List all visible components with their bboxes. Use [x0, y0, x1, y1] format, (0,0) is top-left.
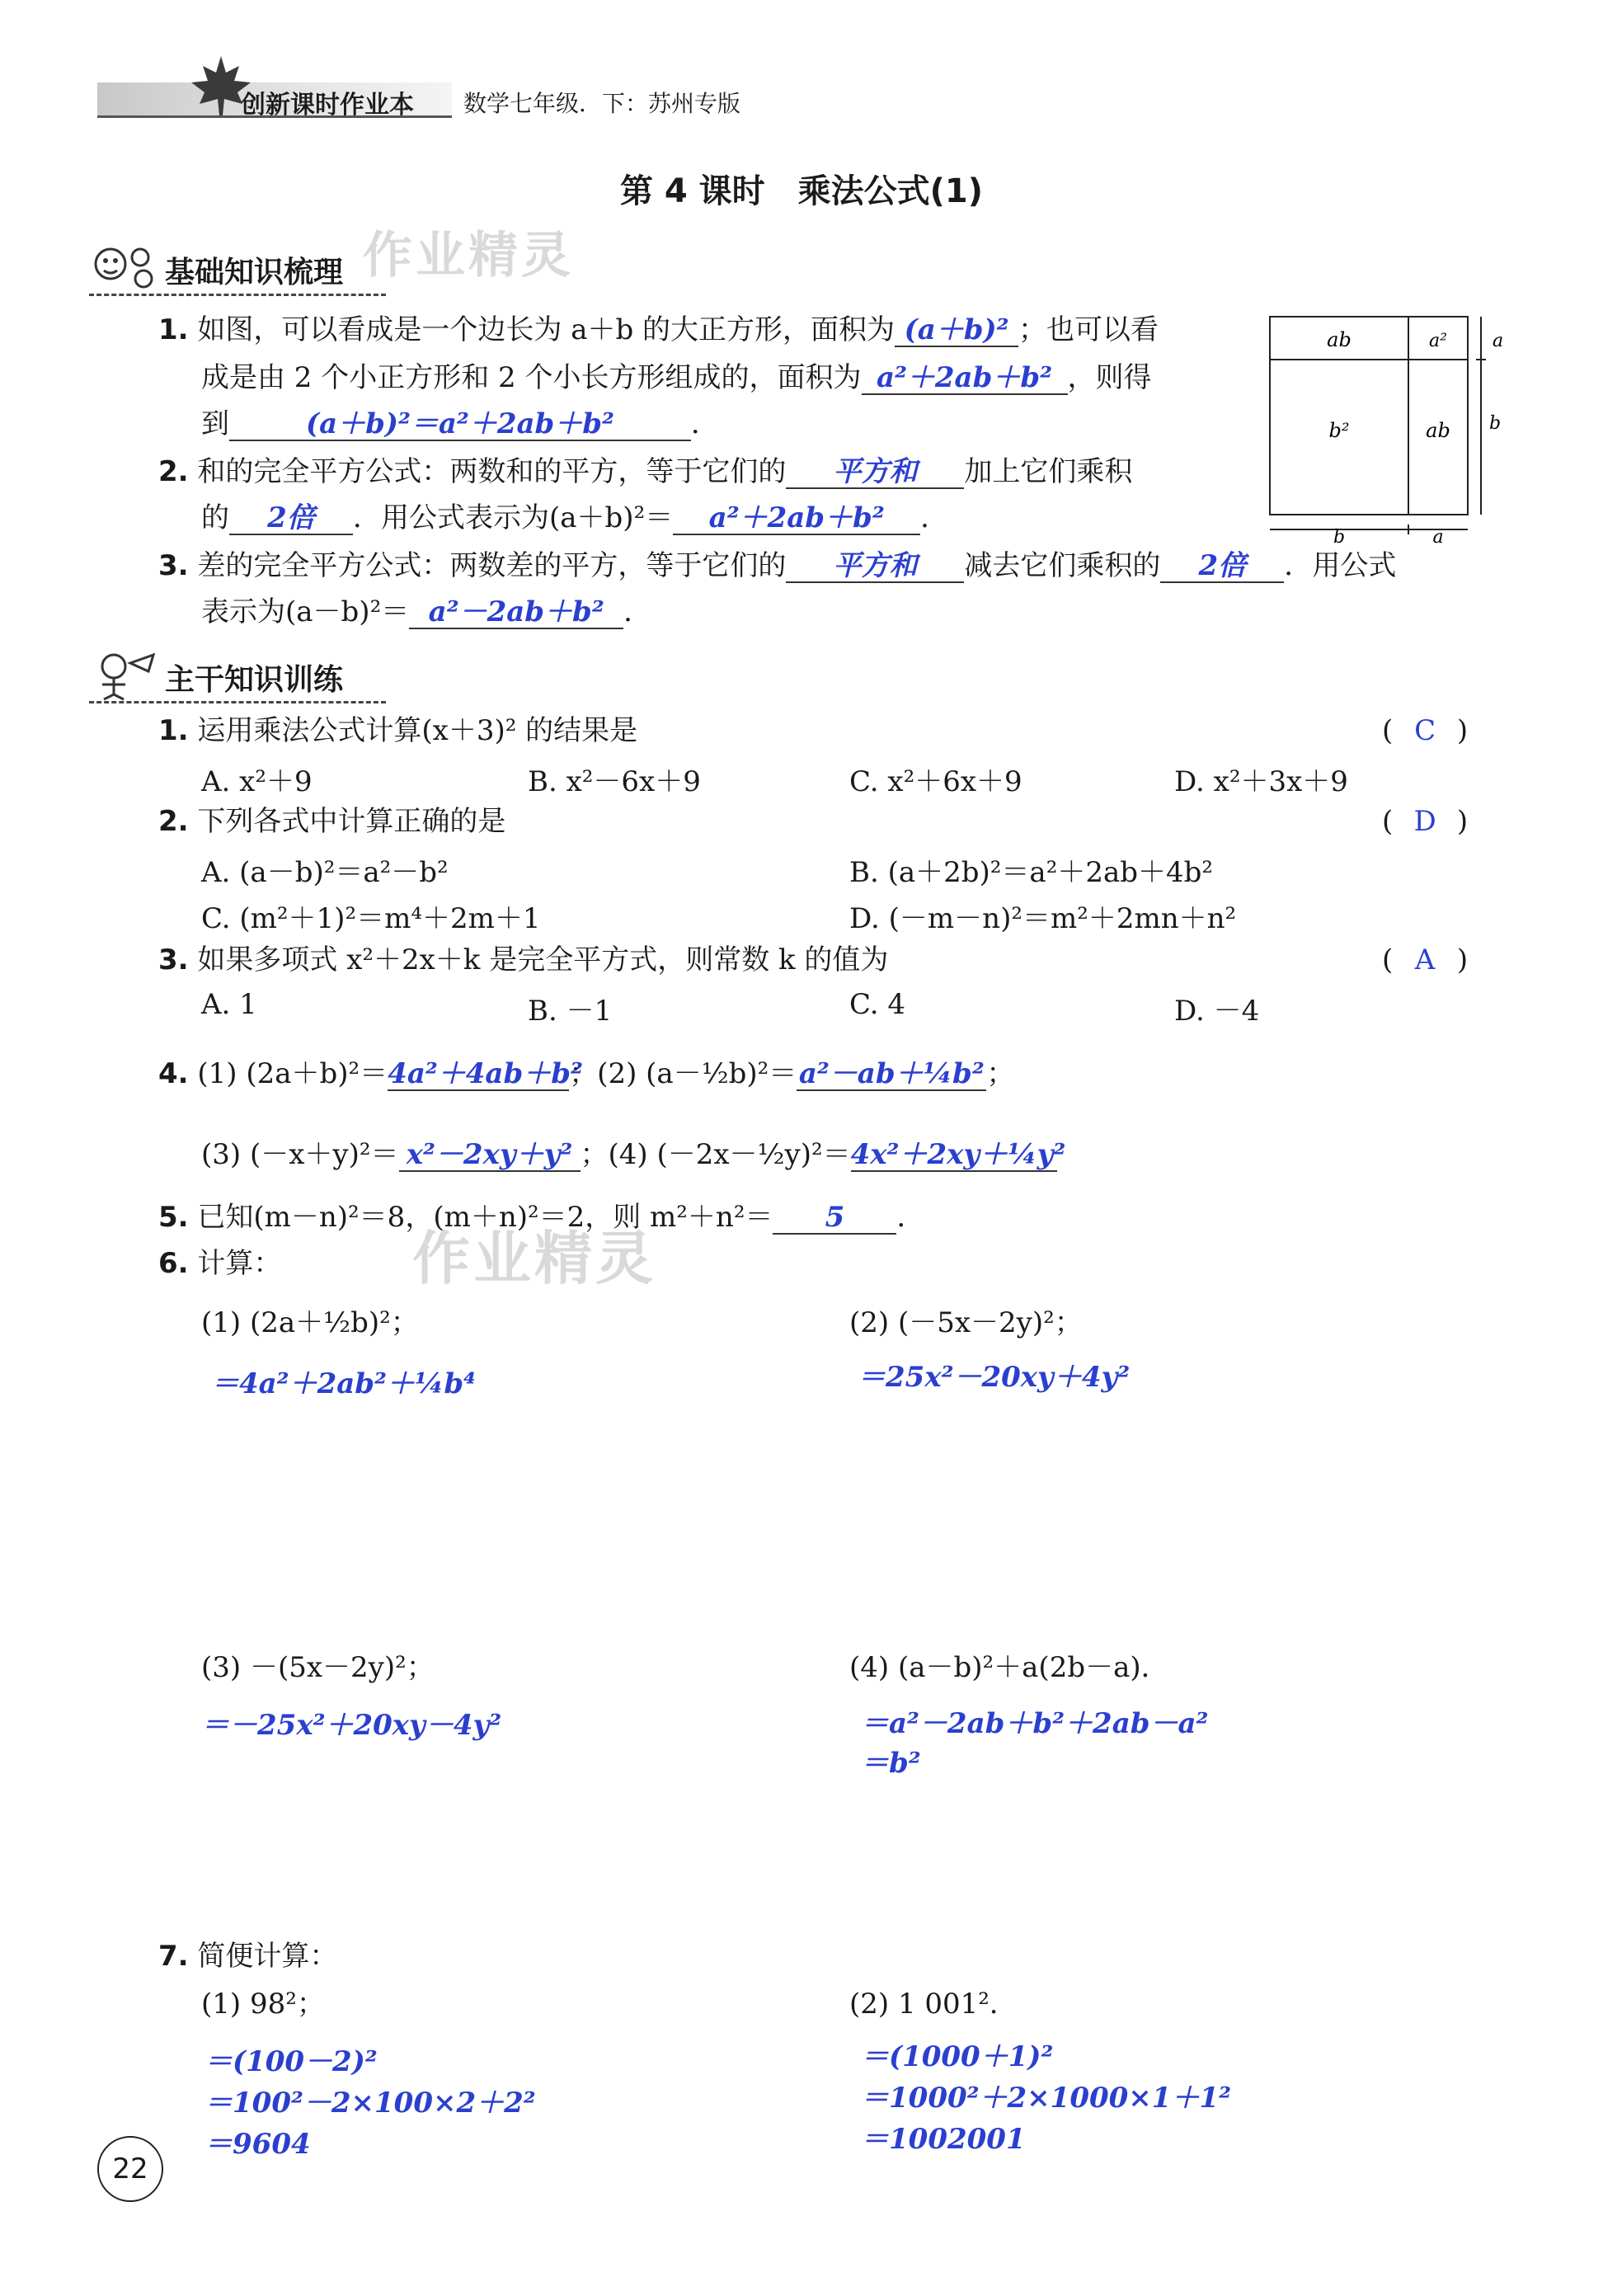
q6-solution4-line: ＝b²	[861, 1747, 921, 1780]
section-divider	[89, 701, 386, 703]
main-q5	[158, 1201, 924, 1235]
question-text: ．用公式表示为(a＋b)²＝	[353, 501, 674, 534]
option-d: D. －4	[1174, 995, 1260, 1028]
question-number: 3.	[158, 549, 189, 582]
question-number: 2.	[158, 805, 189, 838]
watermark: 作业精灵	[412, 1225, 656, 1292]
question-text: 到	[201, 407, 229, 440]
square-diagram	[1270, 313, 1504, 548]
answer-blank: 4a²＋4ab＋b²	[388, 1057, 583, 1090]
question-text: ；也可以看	[1018, 313, 1159, 346]
option-d: D. (－m－n)²＝m²＋2mn＋n²	[849, 902, 1237, 935]
q7-solution2-line: ＝1002001	[861, 2123, 1026, 2156]
q7-part2: (2) 1 001²．	[849, 1988, 1018, 2021]
basic-q2-line1	[158, 455, 1132, 489]
basic-q2-line2	[201, 501, 948, 535]
question-text: ；	[986, 1057, 1015, 1090]
diagram-cell-br: ab	[1426, 419, 1450, 442]
main-q2-stem	[158, 805, 505, 838]
question-text: ，则得	[1067, 361, 1152, 394]
question-text: 的	[201, 501, 229, 534]
answer-blank: a²＋2ab＋b²	[862, 362, 1068, 395]
answer-blank: a²－2ab＋b²	[409, 596, 623, 629]
question-text: 和的完全平方公式：两数和的平方，等于它们的	[197, 455, 787, 488]
answer-paren: ( D )	[1382, 805, 1469, 838]
main-q4-line1	[158, 1057, 1014, 1091]
question-number: 3.	[158, 943, 189, 976]
answer-paren: ( C )	[1382, 714, 1469, 747]
question-text: 减去它们乘积的	[964, 549, 1161, 582]
main-q6-title	[158, 1247, 281, 1280]
choice-answer: A	[1414, 943, 1436, 976]
q7-solution1-line: ＝100²－2×100×2＋2²	[204, 2087, 536, 2120]
option-c: C. 4	[849, 988, 906, 1021]
question-text: ；(2) (a－½b)²＝	[569, 1057, 797, 1090]
answer-blank: 2倍	[1160, 550, 1284, 583]
option-d: D. x²＋3x＋9	[1174, 765, 1348, 798]
book-subtitle: 数学七年级．下：苏州专版	[463, 90, 741, 117]
question-text: 简便计算：	[197, 1940, 338, 1973]
q7-solution1-line: ＝9604	[204, 2128, 311, 2161]
section-title-main: 主干知识训练	[165, 663, 344, 697]
question-text: 如果多项式 x²＋2x＋k 是完全平方式，则常数 k 的值为	[197, 943, 889, 976]
question-text: (1) (2a＋b)²＝	[197, 1057, 388, 1090]
answer-blank: (a＋b)²＝a²＋2ab＋b²	[229, 408, 691, 441]
question-text: 计算：	[197, 1247, 282, 1280]
question-text: 如图，可以看成是一个边长为 a＋b 的大正方形，面积为	[197, 313, 896, 346]
q7-solution2-line: ＝(1000＋1)²	[861, 2040, 1054, 2073]
diagram-cell-bl: b²	[1328, 419, 1350, 442]
question-number: 1.	[158, 313, 189, 346]
question-text: 成是由 2 个小正方形和 2 个小长方形组成的，面积为	[201, 361, 862, 394]
choice-answer: D	[1413, 805, 1436, 838]
option-b: B. (a＋2b)²＝a²＋2ab＋4b²	[849, 856, 1214, 889]
basic-q1-line2	[201, 361, 1152, 395]
section-title-basic: 基础知识梳理	[165, 256, 344, 289]
question-text: ．	[896, 1201, 925, 1234]
q6-solution4-line: ＝a²－2ab＋b²＋2ab－a²	[861, 1707, 1209, 1740]
basic-q3-line1	[158, 549, 1396, 583]
question-number: 4.	[158, 1057, 189, 1090]
question-text: 已知(m－n)²＝8，(m＋n)²＝2，则 m²＋n²＝	[197, 1201, 773, 1234]
question-number: 6.	[158, 1247, 189, 1280]
option-c: C. (m²＋1)²＝m⁴＋2m＋1	[201, 902, 541, 935]
answer-blank: 平方和	[786, 550, 964, 583]
basic-q3-line2	[201, 595, 651, 629]
answer-blank: 2倍	[229, 502, 353, 535]
section-mascot-icon	[89, 647, 158, 699]
question-text: 下列各式中计算正确的是	[197, 805, 506, 838]
question-text: ．	[623, 595, 652, 628]
q6-part1: (1) (2a＋½b)²；	[201, 1306, 419, 1339]
diagram-side-a: a	[1493, 331, 1504, 351]
diagram-bottom-a: a	[1432, 527, 1444, 548]
main-q4-line2	[201, 1138, 1066, 1172]
answer-blank: 4x²＋2xy＋¼y²	[850, 1138, 1066, 1171]
main-q1-stem	[158, 714, 637, 747]
page-number: 22	[97, 2136, 163, 2202]
lesson-title: 第 4 课时 乘法公式(1)	[619, 172, 984, 210]
q6-solution1-line: ＝4a²＋2ab²＋¼b⁴	[211, 1367, 477, 1400]
q6-solution3-line: ＝－25x²＋20xy－4y²	[201, 1709, 502, 1742]
main-q3-stem	[158, 943, 888, 976]
section-mascot-icon	[89, 239, 158, 292]
question-text: ；(4) (－2x－½y)²＝	[580, 1138, 851, 1171]
q7-solution2-line: ＝1000²＋2×1000×1＋1²	[861, 2082, 1231, 2115]
section-divider	[89, 294, 386, 296]
diagram-side-b: b	[1489, 413, 1502, 434]
question-text: 运用乘法公式计算(x＋3)² 的结果是	[197, 714, 638, 747]
question-text: 加上它们乘积	[964, 455, 1133, 488]
answer-paren: ( A )	[1382, 943, 1469, 976]
answer-blank: 平方和	[786, 456, 964, 489]
question-number: 1.	[158, 714, 189, 747]
basic-q1-line1	[158, 313, 1159, 347]
book-title: 创新课时作业本	[241, 91, 414, 120]
basic-q1-line3	[201, 407, 719, 441]
q6-part4: (4) (a－b)²＋a(2b－a)．	[849, 1651, 1169, 1684]
answer-blank: (a＋b)²	[895, 314, 1018, 347]
answer-blank: a²－ab＋¼b²	[797, 1058, 986, 1091]
option-b: B. －1	[528, 995, 613, 1028]
option-b: B. x²－6x＋9	[528, 765, 701, 798]
option-a: A. (a－b)²＝a²－b²	[201, 856, 449, 889]
option-a: A. x²＋9	[201, 765, 313, 798]
option-a: A. 1	[201, 988, 257, 1021]
question-text: 表示为(a－b)²＝	[201, 595, 410, 628]
q6-solution2-line: ＝25x²－20xy＋4y²	[858, 1361, 1131, 1394]
main-q7-title	[158, 1940, 337, 1973]
question-text: 差的完全平方公式：两数差的平方，等于它们的	[197, 549, 787, 582]
q6-part3: (3) －(5x－2y)²；	[201, 1651, 435, 1684]
watermark: 作业精灵	[363, 227, 574, 285]
question-text: (3) (－x＋y)²＝	[201, 1138, 399, 1171]
answer-blank: x²－2xy＋y²	[399, 1139, 581, 1172]
question-text: ．	[691, 407, 719, 440]
question-number: 7.	[158, 1940, 189, 1973]
q7-part1: (1) 98²；	[201, 1988, 325, 2021]
question-number: 2.	[158, 455, 189, 488]
q7-solution1-line: ＝(100－2)²	[204, 2045, 378, 2078]
question-text: ．用公式	[1284, 549, 1397, 582]
diagram-cell-tr: a²	[1429, 331, 1447, 351]
choice-answer: C	[1414, 714, 1436, 747]
question-number: 5.	[158, 1201, 189, 1234]
diagram-cell-tl: ab	[1327, 328, 1352, 351]
answer-blank: 5	[773, 1202, 896, 1235]
question-text: ．	[920, 501, 949, 534]
q6-part2: (2) (－5x－2y)²；	[849, 1306, 1083, 1339]
option-c: C. x²＋6x＋9	[849, 765, 1022, 798]
answer-blank: a²＋2ab＋b²	[673, 502, 920, 535]
diagram-bottom-b: b	[1333, 527, 1346, 548]
